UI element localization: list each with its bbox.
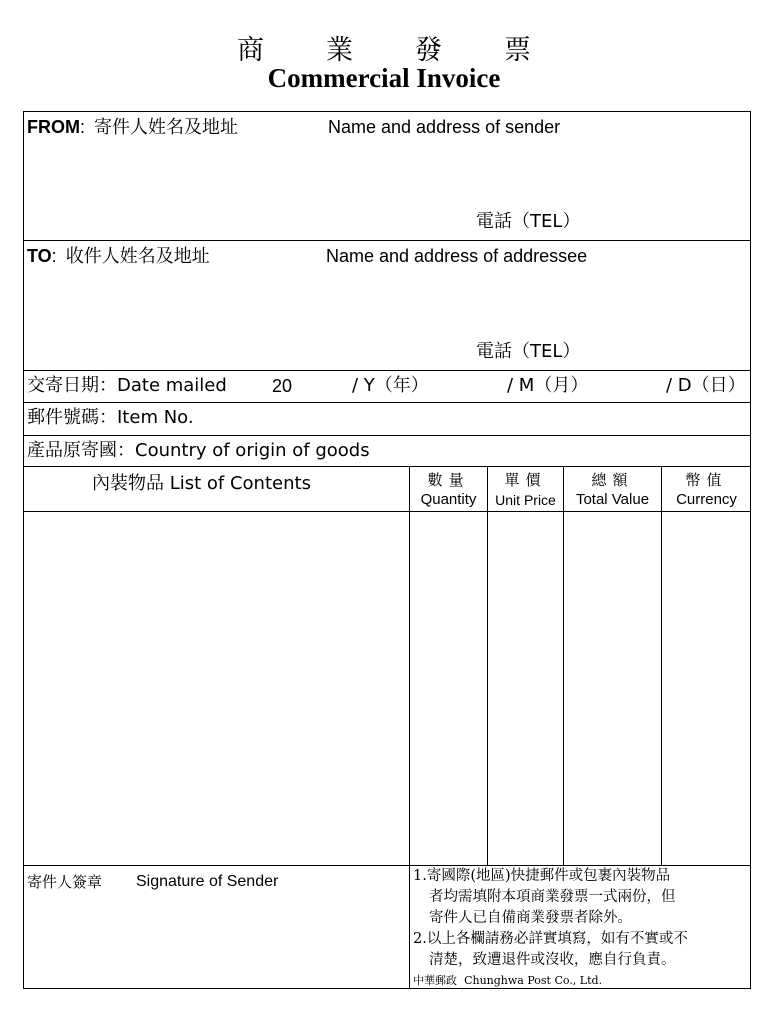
note-line-1: 1.寄國際(地區)快捷郵件或包裹內裝物品	[413, 868, 671, 884]
publisher-footer	[413, 974, 602, 988]
currency-header-chinese: 幣值	[685, 471, 728, 489]
to-label-chinese: 收件人姓名及地址	[65, 246, 210, 267]
to-colon: :	[51, 246, 57, 266]
from-label-english: Name and address of sender	[328, 117, 561, 137]
from-label-chinese: 寄件人姓名及地址	[94, 117, 239, 138]
from-colon: :	[80, 117, 86, 137]
note-line-4: 2.以上各欄請務必詳實填寫，如有不實或不	[413, 931, 688, 947]
from-label: FROM	[27, 117, 80, 137]
divider-origin-contents	[23, 466, 751, 467]
date-day-label: / D（日）	[666, 375, 746, 396]
divider-contents-header	[23, 511, 751, 512]
column-divider-3	[563, 466, 564, 865]
invoice-form-frame	[23, 111, 751, 989]
quantity-header-english: Quantity	[420, 491, 477, 508]
currency-header-english: Currency	[676, 491, 737, 508]
column-divider-4	[661, 466, 662, 865]
note-line-3: 寄件人已自備商業發票者除外。	[429, 910, 632, 926]
to-section-label	[27, 245, 210, 268]
signature-label-chinese: 寄件人簽章	[27, 873, 103, 891]
divider-to-date	[23, 370, 751, 371]
signature-label-english: Signature of Sender	[136, 873, 279, 890]
to-phone-label: 電話（TEL）	[476, 341, 581, 362]
list-of-contents-label: 內裝物品 List of Contents	[92, 473, 311, 494]
unit-price-header-chinese: 單價	[504, 471, 547, 489]
total-value-header-chinese: 總額	[591, 471, 634, 489]
title-english: Commercial Invoice	[267, 63, 501, 93]
to-label: TO	[27, 246, 52, 266]
column-divider-1	[409, 466, 410, 989]
column-divider-2	[487, 466, 488, 865]
note-line-2: 者均需填附本項商業發票一式兩份，但	[429, 889, 676, 905]
from-section-label	[27, 116, 238, 139]
divider-date-item	[23, 402, 751, 403]
note-line-5: 清楚，致遭退件或沒收，應自行負責。	[429, 952, 676, 968]
date-mailed-label: 交寄日期：Date mailed	[27, 375, 227, 396]
date-century: 20	[272, 376, 293, 396]
publisher-name-english: Chunghwa Post Co., Ltd.	[464, 974, 603, 987]
divider-item-origin	[23, 435, 751, 436]
unit-price-header-english: Unit Price	[495, 492, 556, 508]
date-month-label: / M（月）	[507, 375, 589, 396]
date-year-label: / Y（年）	[352, 375, 429, 396]
from-phone-label: 電話（TEL）	[476, 211, 581, 232]
country-of-origin-label: 產品原寄國：Country of origin of goods	[27, 440, 370, 461]
item-number-label: 郵件號碼：Item No.	[27, 407, 194, 428]
total-value-header-english: Total Value	[575, 491, 650, 508]
title-chinese: 商業發票	[237, 35, 593, 66]
quantity-header-chinese: 數量	[427, 471, 470, 489]
divider-from-to	[23, 240, 751, 241]
publisher-name-chinese: 中華郵政	[413, 974, 457, 987]
to-label-english: Name and address of addressee	[326, 246, 588, 266]
